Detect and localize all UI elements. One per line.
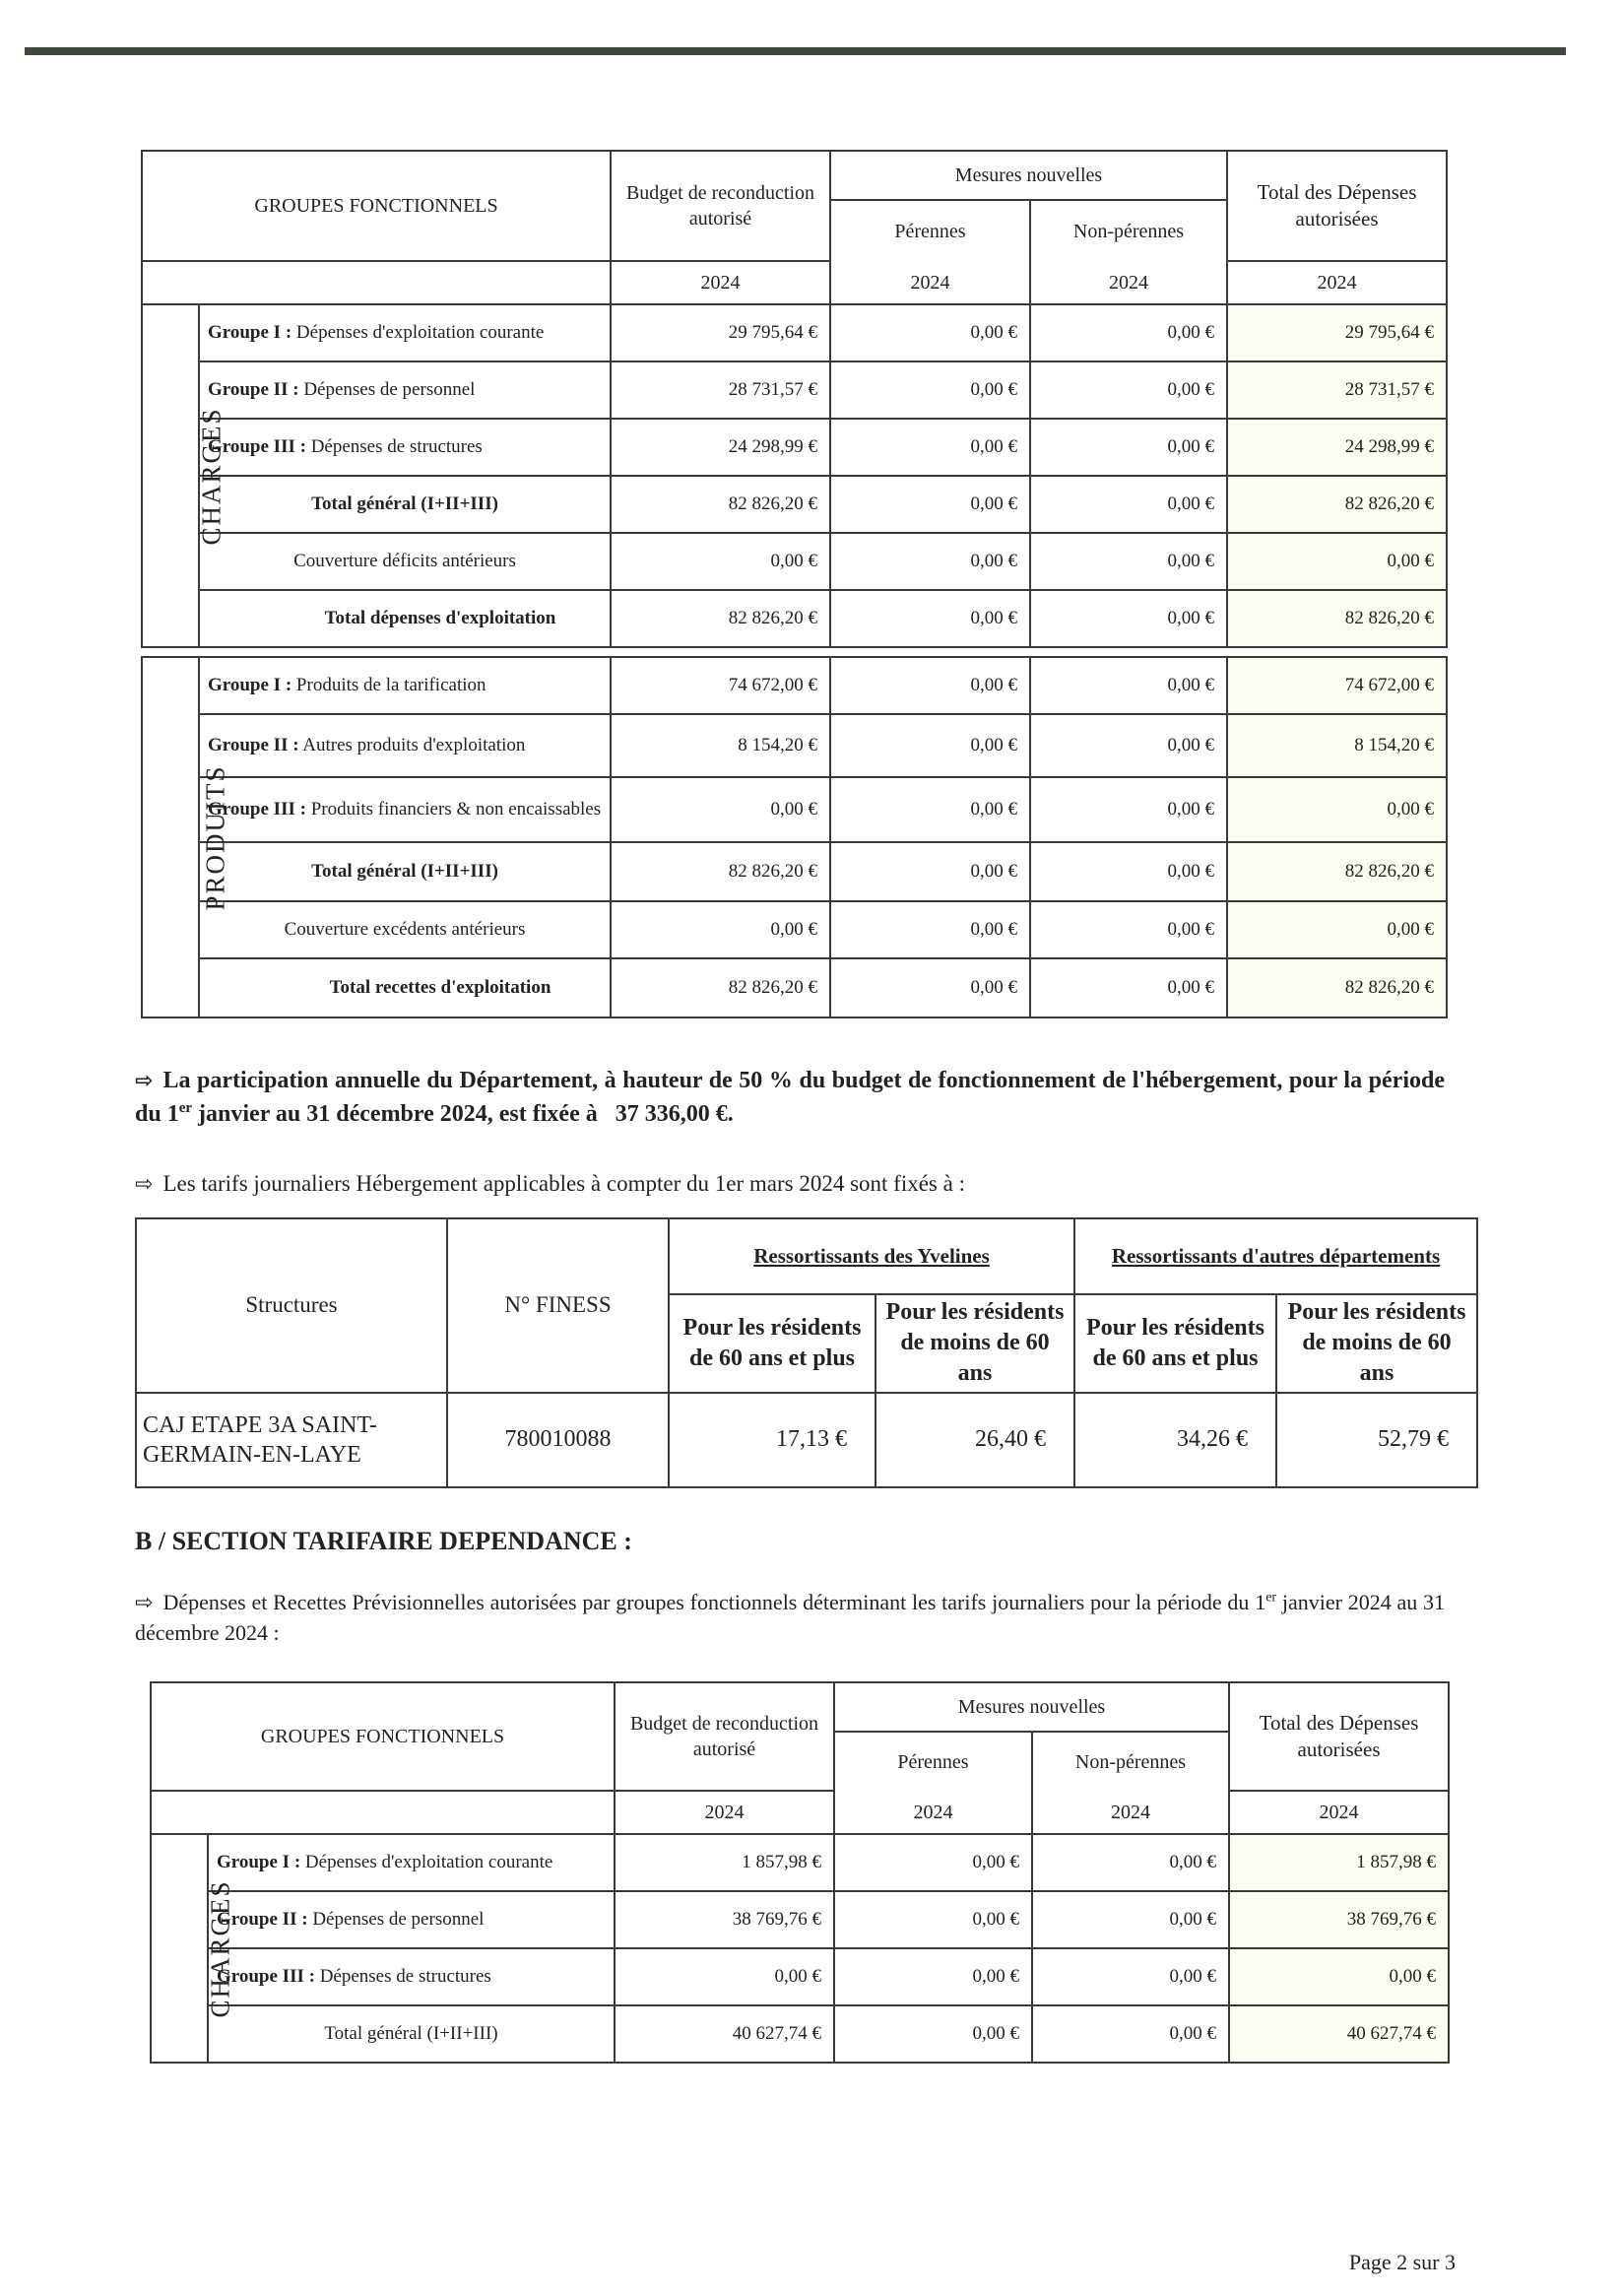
cell-value: 0,00 € xyxy=(611,533,830,590)
header-perennes: Pérennes xyxy=(830,200,1030,261)
cell-value: 0,00 € xyxy=(830,476,1030,533)
cell-value: 82 826,20 € xyxy=(611,842,830,901)
cell-total: 74 672,00 € xyxy=(1227,657,1447,714)
cell-value: 0,00 € xyxy=(611,777,830,842)
header-perennes: Pérennes xyxy=(834,1732,1032,1791)
header-year: 2024 xyxy=(615,1791,834,1834)
header-total: Total des Dépenses autorisées xyxy=(1229,1682,1449,1791)
cell-total: 29 795,64 € xyxy=(1227,304,1447,361)
row-label: Groupe III : Dépenses de structures xyxy=(199,419,611,476)
tarif-value: 34,26 € xyxy=(1074,1393,1276,1487)
header-year: 2024 xyxy=(1032,1791,1229,1834)
budget-table-hebergement xyxy=(141,150,1448,1018)
header-plus-60: Pour les résidents de 60 ans et plus xyxy=(1074,1294,1276,1393)
header-yvelines: Ressortissants des Yvelines xyxy=(669,1218,1074,1294)
cell-value: 0,00 € xyxy=(830,777,1030,842)
cell-value: 82 826,20 € xyxy=(611,590,830,647)
arrow-right-icon: ⇨ xyxy=(135,1069,154,1093)
cell-value: 0,00 € xyxy=(1030,590,1227,647)
cell-value: 0,00 € xyxy=(1030,777,1227,842)
header-finess: N° FINESS xyxy=(447,1218,669,1393)
row-label: Couverture excédents antérieurs xyxy=(199,901,611,958)
header-budget: Budget de reconduction autorisé xyxy=(615,1682,834,1791)
row-label: Groupe II : Dépenses de personnel xyxy=(199,361,611,419)
charges-side-label: CHARGES xyxy=(151,1834,208,2063)
cell-value: 0,00 € xyxy=(830,842,1030,901)
cell-value: 0,00 € xyxy=(1030,361,1227,419)
tarif-value: 26,40 € xyxy=(875,1393,1074,1487)
cell-value: 0,00 € xyxy=(615,1948,834,2005)
cell-value: 38 769,76 € xyxy=(615,1891,834,1948)
row-label: Groupe I : Produits de la tarification xyxy=(199,657,611,714)
cell-total: 40 627,74 € xyxy=(1229,2005,1449,2063)
charges-side-label: CHARGES xyxy=(142,304,199,647)
cell-total: 38 769,76 € xyxy=(1229,1891,1449,1948)
top-rule xyxy=(25,47,1566,55)
header-groups: GROUPES FONCTIONNELS xyxy=(151,1682,615,1791)
cell-value: 0,00 € xyxy=(1030,304,1227,361)
structure-name: CAJ ETAPE 3A SAINT-GERMAIN-EN-LAYE xyxy=(136,1393,447,1487)
cell-value: 0,00 € xyxy=(830,657,1030,714)
row-label: Couverture déficits antérieurs xyxy=(199,533,611,590)
cell-value: 82 826,20 € xyxy=(611,958,830,1017)
cell-value: 0,00 € xyxy=(830,533,1030,590)
cell-total: 0,00 € xyxy=(1227,533,1447,590)
arrow-right-icon: ⇨ xyxy=(135,1591,154,1615)
header-year: 2024 xyxy=(834,1791,1032,1834)
arrow-right-icon: ⇨ xyxy=(135,1172,154,1197)
cell-value: 0,00 € xyxy=(830,958,1030,1017)
cell-value: 0,00 € xyxy=(1032,1948,1229,2005)
row-label: Groupe III : Produits financiers & non encaissables xyxy=(199,777,611,842)
cell-value: 0,00 € xyxy=(830,419,1030,476)
cell-value: 82 826,20 € xyxy=(611,476,830,533)
page-number: Page 2 sur 3 xyxy=(1348,2250,1456,2274)
cell-total: 1 857,98 € xyxy=(1229,1834,1449,1891)
finess-number: 780010088 xyxy=(447,1393,669,1487)
header-year: 2024 xyxy=(1227,261,1447,304)
row-label: Groupe II : Dépenses de personnel xyxy=(208,1891,615,1948)
row-label: Total général (I+II+III) xyxy=(199,842,611,901)
cell-value: 0,00 € xyxy=(1030,533,1227,590)
participation-amount: 37 336,00 €. xyxy=(615,1100,734,1127)
cell-value: 0,00 € xyxy=(1030,657,1227,714)
row-label: Total dépenses d'exploitation xyxy=(199,590,611,647)
cell-value: 24 298,99 € xyxy=(611,419,830,476)
cell-value: 0,00 € xyxy=(1032,1834,1229,1891)
header-moins-60: Pour les résidents de moins de 60 ans xyxy=(875,1294,1074,1393)
cell-value: 74 672,00 € xyxy=(611,657,830,714)
budget-table-dependance xyxy=(150,1681,1450,2064)
header-year: 2024 xyxy=(611,261,830,304)
row-label: Total général (I+II+III) xyxy=(208,2005,615,2063)
cell-value: 0,00 € xyxy=(830,304,1030,361)
header-non-perennes: Non-pérennes xyxy=(1032,1732,1229,1791)
row-label: Total général (I+II+III) xyxy=(199,476,611,533)
header-moins-60: Pour les résidents de moins de 60 ans xyxy=(1276,1294,1477,1393)
cell-value: 0,00 € xyxy=(611,901,830,958)
cell-value: 0,00 € xyxy=(1030,714,1227,777)
cell-value: 40 627,74 € xyxy=(615,2005,834,2063)
header-plus-60: Pour les résidents de 60 ans et plus xyxy=(669,1294,875,1393)
cell-value: 29 795,64 € xyxy=(611,304,830,361)
participation-paragraph: ⇨ La participation annuelle du Département, à hauteur de 50 % du budget de fonctionnement de l'hébergement, pour la période du 1er janvier au 31 décembre 2024, est fixée à 37 336,00 €. xyxy=(135,1068,1445,1127)
header-mesures: Mesures nouvelles xyxy=(834,1682,1229,1732)
cell-value: 0,00 € xyxy=(834,2005,1032,2063)
header-autres-departements: Ressortissants d'autres départements xyxy=(1074,1218,1477,1294)
cell-total: 0,00 € xyxy=(1227,901,1447,958)
header-budget: Budget de reconduction autorisé xyxy=(611,151,830,261)
cell-total: 82 826,20 € xyxy=(1227,958,1447,1017)
cell-total: 82 826,20 € xyxy=(1227,842,1447,901)
cell-value: 0,00 € xyxy=(830,714,1030,777)
tarifs-table xyxy=(135,1217,1478,1488)
row-label: Total recettes d'exploitation xyxy=(199,958,611,1017)
row-label: Groupe II : Autres produits d'exploitation xyxy=(199,714,611,777)
cell-value: 0,00 € xyxy=(1032,1891,1229,1948)
row-label: Groupe I : Dépenses d'exploitation courante xyxy=(208,1834,615,1891)
tarif-value: 17,13 € xyxy=(669,1393,875,1487)
cell-total: 28 731,57 € xyxy=(1227,361,1447,419)
cell-value: 0,00 € xyxy=(834,1948,1032,2005)
cell-value: 0,00 € xyxy=(1032,2005,1229,2063)
header-year: 2024 xyxy=(830,261,1030,304)
header-groups: GROUPES FONCTIONNELS xyxy=(142,151,611,261)
cell-total: 82 826,20 € xyxy=(1227,590,1447,647)
cell-value: 0,00 € xyxy=(1030,419,1227,476)
header-structures: Structures xyxy=(136,1218,447,1393)
cell-value: 0,00 € xyxy=(1030,476,1227,533)
cell-value: 0,00 € xyxy=(834,1891,1032,1948)
header-year: 2024 xyxy=(1030,261,1227,304)
header-total: Total des Dépenses autorisées xyxy=(1227,151,1447,261)
section-title: B / SECTION TARIFAIRE DEPENDANCE : xyxy=(135,1527,632,1555)
cell-value: 0,00 € xyxy=(830,361,1030,419)
cell-value: 0,00 € xyxy=(1030,958,1227,1017)
cell-value: 8 154,20 € xyxy=(611,714,830,777)
cell-value: 0,00 € xyxy=(830,901,1030,958)
cell-value: 0,00 € xyxy=(1030,901,1227,958)
tarifs-intro: ⇨ Les tarifs journaliers Hébergement applicables à compter du 1er mars 2024 sont fixés à : xyxy=(135,1171,965,1197)
depenses-intro: ⇨ Dépenses et Recettes Prévisionnelles autorisées par groupes fonctionnels déterminant les tarifs journaliers pour la période du 1er janvier 2024 au 31 décembre 2024 : xyxy=(135,1590,1445,1645)
cell-value: 0,00 € xyxy=(1030,842,1227,901)
cell-total: 0,00 € xyxy=(1227,777,1447,842)
cell-value: 0,00 € xyxy=(834,1834,1032,1891)
produits-side-label: PRODUITS xyxy=(142,657,199,1017)
header-year: 2024 xyxy=(1229,1791,1449,1834)
cell-total: 0,00 € xyxy=(1229,1948,1449,2005)
tarif-value: 52,79 € xyxy=(1276,1393,1477,1487)
cell-total: 24 298,99 € xyxy=(1227,419,1447,476)
header-mesures: Mesures nouvelles xyxy=(830,151,1227,200)
cell-total: 8 154,20 € xyxy=(1227,714,1447,777)
header-non-perennes: Non-pérennes xyxy=(1030,200,1227,261)
cell-total: 82 826,20 € xyxy=(1227,476,1447,533)
cell-value: 28 731,57 € xyxy=(611,361,830,419)
row-label: Groupe I : Dépenses d'exploitation courante xyxy=(199,304,611,361)
cell-value: 1 857,98 € xyxy=(615,1834,834,1891)
row-label: Groupe III : Dépenses de structures xyxy=(208,1948,615,2005)
cell-value: 0,00 € xyxy=(830,590,1030,647)
